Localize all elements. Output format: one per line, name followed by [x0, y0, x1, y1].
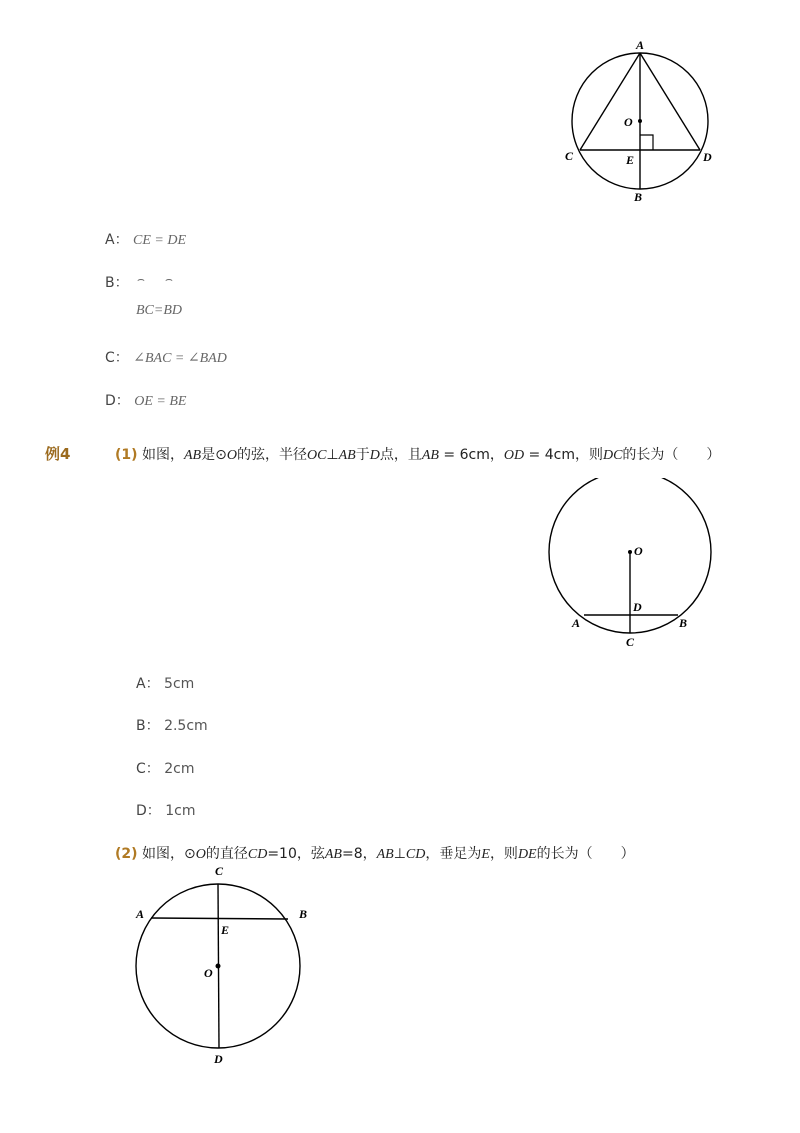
center-dot — [638, 119, 642, 123]
option-text: 5cm — [164, 676, 195, 692]
q-text: 点，且 — [379, 447, 422, 463]
q-text: = 4cm，则 — [524, 447, 603, 463]
option-label: C： — [136, 761, 160, 777]
label-o: O — [204, 966, 213, 980]
option-b-text: BC=BD — [136, 303, 182, 318]
label-b: B — [679, 616, 688, 630]
option-text: 2cm — [164, 761, 195, 777]
figure-2-circle — [540, 478, 720, 653]
label-d: D — [703, 150, 712, 164]
q-math: O — [226, 448, 237, 463]
example-label: 例4 — [45, 445, 71, 463]
q-math: CD — [405, 847, 426, 862]
question-number: (2) — [115, 846, 138, 862]
q-text: ，垂足为 — [425, 846, 482, 862]
q-text: ⊥ — [393, 846, 406, 862]
q-math: OD — [503, 448, 525, 463]
q-text: 如图，⊙ — [142, 846, 196, 862]
question-1-text — [115, 444, 720, 464]
q-math: O — [195, 847, 206, 862]
q-math: AB — [324, 847, 342, 862]
q-math: AB — [376, 847, 394, 862]
question-number: (1) — [115, 447, 138, 463]
option-text: 1cm — [165, 803, 196, 819]
label-o: O — [624, 115, 633, 129]
option-text: OE = BE — [134, 394, 187, 409]
label-b: B — [299, 907, 308, 921]
option-a[interactable] — [105, 229, 186, 249]
segment-ac — [580, 53, 640, 150]
label-a: A — [136, 907, 145, 921]
option-label: D： — [136, 803, 161, 819]
q-text: 的弦，半径 — [236, 447, 307, 463]
center-dot — [216, 964, 221, 969]
q1-option-a[interactable] — [136, 673, 194, 693]
option-d[interactable] — [105, 390, 186, 410]
q-text: 如图， — [142, 447, 184, 463]
q-text: 的直径 — [205, 846, 248, 862]
label-b: B — [634, 190, 643, 204]
q-math: AB — [421, 448, 439, 463]
label-c: C — [215, 864, 224, 878]
figure-1-circle-triangle — [560, 30, 730, 210]
option-text: 2.5cm — [164, 718, 208, 734]
q-math: OC — [306, 448, 327, 463]
q-math: DE — [517, 847, 537, 862]
q-text: = 6cm， — [438, 447, 504, 463]
label-d: D — [214, 1052, 223, 1066]
option-label: A： — [136, 676, 160, 692]
option-text: ∠BAC = ∠BAD — [133, 351, 227, 366]
label-e: E — [221, 923, 230, 937]
option-label: D： — [105, 393, 130, 409]
chord-ab — [151, 918, 288, 919]
q1-option-d[interactable] — [136, 800, 195, 820]
arc-symbol-1: ⌢ — [137, 272, 145, 286]
q-math: AB — [184, 448, 202, 463]
q-math: DC — [602, 448, 623, 463]
q-math: D — [369, 448, 380, 463]
center-dot — [628, 550, 632, 554]
label-c: C — [565, 149, 574, 163]
right-angle-mark — [640, 135, 653, 150]
figure-3-circle — [125, 862, 315, 1072]
q-text: 是⊙ — [201, 447, 227, 463]
question-2-text — [115, 843, 635, 863]
q-text: 于 — [355, 447, 370, 463]
label-a: A — [636, 38, 645, 52]
q1-option-c[interactable] — [136, 758, 194, 778]
q1-option-b[interactable] — [136, 715, 208, 735]
option-c[interactable] — [105, 347, 227, 367]
option-label: B： — [136, 718, 160, 734]
label-e: E — [626, 153, 635, 167]
label-a: A — [572, 616, 581, 630]
q-text: ，则 — [489, 846, 518, 862]
option-label: C： — [105, 350, 129, 366]
q-text: =8， — [341, 846, 377, 862]
q-text: 的长为（ ） — [536, 846, 635, 862]
label-o: O — [634, 544, 643, 558]
q-math: CD — [247, 847, 268, 862]
option-b[interactable] — [105, 272, 129, 292]
q-text: 的长为（ ） — [622, 447, 721, 463]
option-text: CE = DE — [133, 233, 187, 248]
q-math: AB — [338, 448, 356, 463]
arc-symbol-2: ⌢ — [165, 272, 173, 286]
option-label: B： — [105, 275, 129, 291]
label-d: D — [633, 600, 642, 614]
label-c: C — [626, 635, 635, 649]
option-label: A： — [105, 232, 129, 248]
q-text: ⊥ — [326, 447, 339, 463]
q-text: =10，弦 — [267, 846, 325, 862]
q-math: E — [481, 847, 490, 862]
